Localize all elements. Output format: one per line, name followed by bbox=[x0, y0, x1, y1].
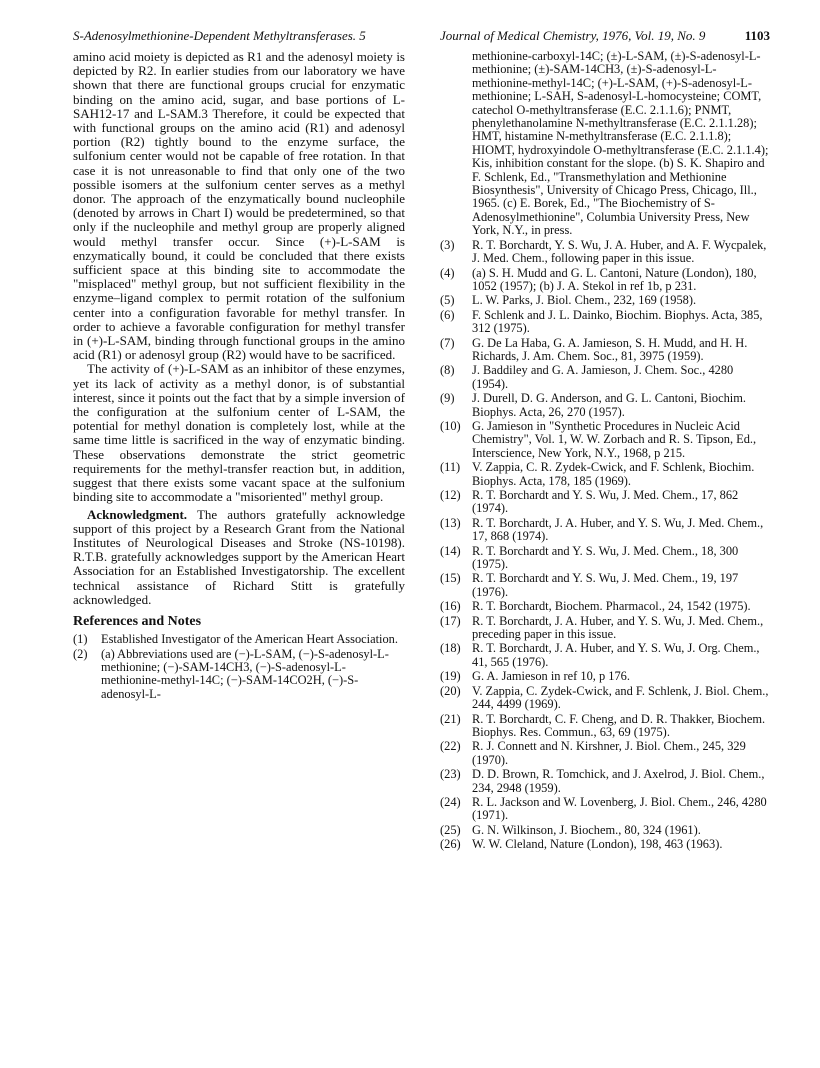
reference-text: R. T. Borchardt and Y. S. Wu, J. Med. Chem., 17, 862 (1974). bbox=[472, 488, 739, 516]
reference-item bbox=[440, 685, 770, 712]
reference-number: (21) bbox=[440, 711, 461, 726]
reference-text: G. A. Jamieson in ref 10, p 176. bbox=[472, 669, 630, 684]
reference-text: J. Baddiley and G. A. Jamieson, J. Chem. Soc., 4280 (1954). bbox=[472, 363, 734, 391]
reference-text: G. De La Haba, G. A. Jamieson, S. H. Mudd, and H. H. Richards, J. Am. Chem. Soc., 81, 3975 (1959). bbox=[472, 335, 748, 363]
reference-number: (24) bbox=[440, 794, 461, 809]
reference-item bbox=[440, 517, 770, 544]
reference-item bbox=[73, 633, 405, 646]
reference-item bbox=[440, 392, 770, 419]
reference-item bbox=[440, 600, 770, 613]
reference-item bbox=[440, 294, 770, 307]
reference-item bbox=[440, 461, 770, 488]
reference-text: G. N. Wilkinson, J. Biochem., 80, 324 (1961). bbox=[472, 822, 701, 837]
reference-item bbox=[440, 713, 770, 740]
reference-item bbox=[440, 545, 770, 572]
right-column bbox=[440, 50, 770, 853]
reference-number: (2) bbox=[73, 646, 88, 661]
reference-number: (8) bbox=[440, 363, 455, 378]
reference-text: R. T. Borchardt, Biochem. Pharmacol., 24, 1542 (1975). bbox=[472, 599, 751, 614]
reference-number: (3) bbox=[440, 237, 455, 252]
reference-text: V. Zappia, C. R. Zydek-Cwick, and F. Schlenk, Biochim. Biophys. Acta, 178, 185 (1969). bbox=[472, 460, 755, 488]
reference-text: R. T. Borchardt, J. A. Huber, and Y. S. Wu, J. Org. Chem., 41, 565 (1976). bbox=[472, 641, 760, 669]
acknowledgment-label: Acknowledgment. bbox=[87, 506, 188, 522]
reference-text: (a) Abbreviations used are (−)-L-SAM, (−)-S-adenosyl-L-methionine; (−)-SAM-14CH3, (−)-S-adenosyl-L-methionine-methyl-14C; (−)-SAM-14CO2H, (−)-S-adenosyl-L- bbox=[101, 646, 389, 701]
reference-text: R. T. Borchardt, J. A. Huber, and Y. S. Wu, J. Med. Chem., 17, 868 (1974). bbox=[472, 515, 764, 544]
reference-number: (19) bbox=[440, 669, 461, 684]
reference-text: Established Investigator of the American Heart Association. bbox=[101, 632, 398, 647]
reference-2-continued: methionine-carboxyl-14C; (±)-L-SAM, (±)-S-adenosyl-L-methionine; (±)-SAM-14CH3, (±)-S-adenosyl-L-methionine-methyl-14C; (+)-L-SAM, (+)-S-adenosyl-L-methionine; L-SAH, S-adenosyl-L-homocysteine; COMT, catechol O-methyltransferase (E.C. 2.1.1.6); PNMT, phenylethanolamine N-methyltransferase (E.C. 2.1.1.28); HMT, histamine N-methyltransferase (E.C. 2.1.1.8); HIOMT, hydroxyindole O-methyltransferase (E.C. 2.1.1.4); Kis, inhibition constant for the slope. (b) S. K. Shapiro and F. Schlenk, Ed., "Transmethylation and Methionine Biosynthesis", University of Chicago Press, Chicago, Ill., 1965. (c) E. Borek, Ed., "The Biochemistry of S-Adenosylmethionine", Columbia University Press, New York, N.Y., in press. bbox=[472, 49, 769, 238]
references-heading: References and Notes bbox=[73, 613, 202, 629]
reference-item bbox=[440, 239, 770, 266]
reference-item bbox=[440, 489, 770, 516]
reference-number: (1) bbox=[73, 632, 88, 647]
reference-number: (10) bbox=[440, 418, 461, 433]
reference-number: (18) bbox=[440, 641, 461, 656]
reference-number: (12) bbox=[440, 488, 461, 502]
reference-number: (15) bbox=[440, 571, 461, 586]
reference-text: R. L. Jackson and W. Lovenberg, J. Biol. Chem., 246, 4280 (1971). bbox=[472, 794, 767, 823]
reference-text: W. W. Cleland, Nature (London), 198, 463 (1963). bbox=[472, 837, 723, 852]
running-header-title: S-Adenosylmethionine-Dependent Methyltransferases. 5 bbox=[73, 28, 366, 43]
reference-list-left bbox=[73, 633, 405, 701]
reference-number: (26) bbox=[440, 837, 461, 852]
running-header-journal bbox=[440, 28, 770, 43]
reference-number: (20) bbox=[440, 683, 461, 698]
reference-number: (7) bbox=[440, 335, 455, 350]
reference-text: R. T. Borchardt, C. F. Cheng, and D. R. Thakker, Biochem. Biophys. Res. Commun., 63, 69 (1975). bbox=[472, 711, 766, 739]
reference-number: (5) bbox=[440, 293, 455, 308]
reference-number: (4) bbox=[440, 265, 455, 280]
body-paragraph-1: amino acid moiety is depicted as R1 and the adenosyl moiety is depicted by R2. In earlier studies from our laboratory we have shown that there are functional groups crucial for enzymatic binding on the amino acid, sugar, and base portions of L-SAH12-17 and L-SAM.3 Therefore, it could be expected that with functional groups on the amino acid (R1) and adenosyl portion (R2) tightly bound to the enzyme surface, the sulfonium center would not be capable of free rotation. In that case it is not unreasonable to find that only one of the two possible isomers at the sulfonium center serves as a methyl donor. The approach of the enzymatically bound nucleophile (denoted by arrows in Chart I) would be predetermined, so that only if the nucleophile and methyl group are properly aligned would methyl transfer occur. Since (+)-L-SAM is enzymatically bound, it could be concluded that there exists sufficient space at this binding site to accommodate the "misplaced" methyl group, but not sufficient flexibility in the enzyme–ligand complex to permit rotation of the sulfonium center into a configuration favorable for methyl transfer. In order to achieve a favorable configuration for methyl transfer in (+)-L-SAM, binding through functional groups in the amino acid (R1) or adenosyl group (R2) would have to be sacrificed. bbox=[73, 49, 405, 363]
acknowledgment-text: The authors gratefully acknowledge support of this project by a Research Grant from the National Institutes of Neurological Diseases and Stroke (NS-10198). R.T.B. gratefully acknowledges support by the American Heart Association for an Established Investigatorship. The excellent technical assistance of Richard Stitt is gratefully acknowledged. bbox=[73, 506, 405, 607]
reference-item bbox=[440, 267, 770, 294]
reference-item bbox=[440, 768, 770, 795]
reference-item bbox=[440, 615, 770, 642]
reference-number: (11) bbox=[440, 460, 461, 475]
reference-number: (13) bbox=[440, 515, 461, 530]
body-paragraph-2: The activity of (+)-L-SAM as an inhibitor of these enzymes, yet its lack of activity as a methyl donor, is of substantial interest, since it points out the fact that by a simple inversion of the configuration at the sulfonium center of L-SAM, the potential for methyl donation is completely lost, while at the same time little is sacrificed in the way of enzymatic binding. These observations demonstrate the strict geometric requirements for the methyl-transfer reaction but, in addition, suggest that there exists some vacant space at the sulfonium binding site to accommodate a "misoriented" methyl group. bbox=[73, 361, 405, 505]
reference-number: (23) bbox=[440, 767, 461, 782]
reference-text: J. Durell, D. G. Anderson, and G. L. Cantoni, Biochim. Biophys. Acta, 26, 270 (1957). bbox=[472, 391, 746, 419]
reference-item bbox=[440, 572, 770, 599]
reference-item bbox=[440, 642, 770, 669]
reference-text: R. T. Borchardt and Y. S. Wu, J. Med. Chem., 19, 197 (1976). bbox=[472, 571, 739, 599]
reference-item bbox=[440, 824, 770, 837]
journal-citation: Journal of Medical Chemistry, 1976, Vol. 19, No. 9 bbox=[440, 28, 706, 43]
reference-text: (a) S. H. Mudd and G. L. Cantoni, Nature (London), 180, 1052 (1957); (b) J. A. Stekol in ref 1b, p 231. bbox=[472, 265, 757, 293]
reference-number: (22) bbox=[440, 739, 461, 754]
reference-item bbox=[440, 337, 770, 364]
acknowledgment bbox=[73, 508, 405, 607]
reference-text: R. T. Borchardt and Y. S. Wu, J. Med. Chem., 18, 300 (1975). bbox=[472, 543, 739, 572]
reference-number: (6) bbox=[440, 307, 455, 322]
reference-number: (17) bbox=[440, 613, 461, 628]
reference-text: F. Schlenk and J. L. Dainko, Biochim. Biophys. Acta, 385, 312 (1975). bbox=[472, 307, 763, 336]
reference-text: V. Zappia, C. Zydek-Cwick, and F. Schlenk, J. Biol. Chem., 244, 4499 (1969). bbox=[472, 683, 769, 712]
reference-item bbox=[440, 309, 770, 336]
reference-item bbox=[440, 838, 770, 851]
reference-number: (25) bbox=[440, 822, 461, 837]
reference-text: D. D. Brown, R. Tomchick, and J. Axelrod, J. Biol. Chem., 234, 2948 (1959). bbox=[472, 767, 765, 795]
page-number: 1103 bbox=[744, 28, 770, 43]
reference-text: R. T. Borchardt, J. A. Huber, and Y. S. Wu, J. Med. Chem., preceding paper in this issue. bbox=[472, 613, 764, 642]
reference-item bbox=[440, 364, 770, 391]
reference-item bbox=[440, 796, 770, 823]
reference-text: L. W. Parks, J. Biol. Chem., 232, 169 (1958). bbox=[472, 293, 697, 308]
reference-text: R. J. Connett and N. Kirshner, J. Biol. Chem., 245, 329 (1970). bbox=[472, 739, 746, 767]
reference-item bbox=[440, 420, 770, 460]
reference-item bbox=[440, 740, 770, 767]
reference-item bbox=[440, 670, 770, 683]
reference-list-right bbox=[440, 239, 770, 852]
reference-number: (14) bbox=[440, 543, 461, 558]
reference-number: (16) bbox=[440, 599, 461, 614]
left-column bbox=[73, 50, 405, 702]
reference-text: G. Jamieson in "Synthetic Procedures in Nucleic Acid Chemistry", Vol. 1, W. W. Zorbach and R. S. Tipson, Ed., Interscience, New York, N.Y., 1968, p 215. bbox=[472, 418, 757, 460]
reference-item bbox=[73, 648, 405, 702]
reference-text: R. T. Borchardt, Y. S. Wu, J. A. Huber, and A. F. Wycpalek, J. Med. Chem., following paper in this issue. bbox=[472, 237, 767, 266]
reference-number: (9) bbox=[440, 391, 455, 406]
